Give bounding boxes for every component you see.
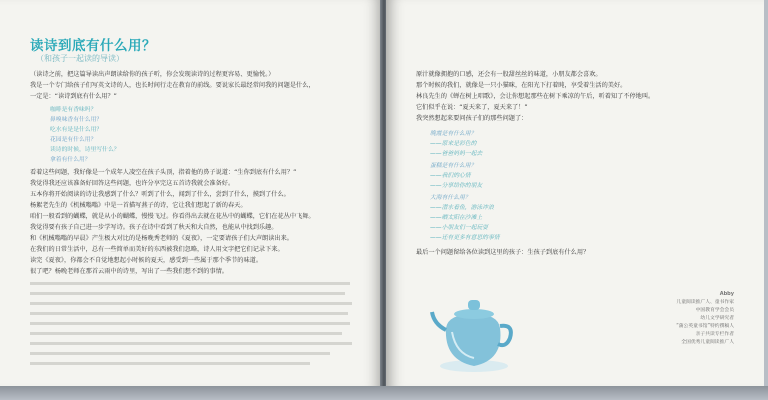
text-line <box>30 352 330 355</box>
poem-line: 鼻嗅味香有什么用？ <box>50 117 103 123</box>
intro-paragraph: （读诗之前，把这篇导读出声朗读给你的孩子听，你会发现读诗的过程更容易、更愉悦。） <box>30 71 275 78</box>
closing-question: 最后一个问题留给各位读到这里的孩子：生孩子到底有什么用？ <box>416 249 590 256</box>
body-paragraph: 我突然想起来要问孩子们的那些问题了： <box>416 115 528 122</box>
credit-line: 亲子共读专栏作者 <box>695 332 734 337</box>
text-line <box>30 312 348 315</box>
credit-line: 全国优秀儿童阅读推广人 <box>681 340 734 345</box>
body-paragraph: 一定是：“读诗到底有什么用？” <box>30 93 117 100</box>
body-paragraph: 杨絮老先生的《机械嗡嗡》中是一首描写燕子的诗，它让我们想起了新的春天。 <box>30 202 247 209</box>
poem-line: 花园是有什么用？ <box>50 137 97 143</box>
text-line <box>30 332 342 335</box>
body-paragraph: 看着这些问题，我好像是一个成年人凌空在孩子头顶，指着他的鼻子说道：“生你到底有什么用？” <box>30 169 297 176</box>
poem-line: ——分享给你的朋友 <box>430 183 483 189</box>
body-paragraph: 五本你将开始阅读的诗让我感到了什么？听到了什么，闻到了什么，尝到了什么，摸到了什么。 <box>30 191 290 198</box>
page-title: 读诗到底有什么用？ <box>30 38 156 54</box>
text-line <box>30 282 350 285</box>
credit-line: 儿童阅读推广人、童书作家 <box>676 300 734 305</box>
credit-line: 中国教育学会会员 <box>695 308 734 313</box>
poem-line: 蛋糕是有什么用？ <box>430 163 477 169</box>
poem-line: 咖啡是有香味吗？ <box>50 107 97 113</box>
teapot-illustration <box>426 288 516 374</box>
body-paragraph: 我是一个专门给孩子们写英文诗的人，也长时间行走在教育的前线。要说家长最经常问我的问题是什么， <box>30 82 315 89</box>
body-paragraph: 它们似乎在说：“夏天来了，夏天来了！” <box>416 104 528 111</box>
credit-line: “蒲公英童书馆”特约撰稿人 <box>676 324 734 329</box>
credit-name: Abby <box>719 291 734 297</box>
body-paragraph: 在我们的日常生活中，总有一些简单而美好的东西被我们忽略，诗人用文字把它们记录下来。 <box>30 246 284 253</box>
poem-line: ——原来是彩色的 <box>430 141 477 147</box>
right-page <box>386 0 764 388</box>
body-paragraph: 林良先生的《蝉在树上唱歌》，会让你想起那些在树下乘凉的午后，听着知了不停地叫。 <box>416 93 655 100</box>
body-paragraph: 原汁就像拥抱的口感，还会有一股甜丝丝的味道，小朋友都会喜欢。 <box>416 71 602 78</box>
poem-line: 拿着有什么用？ <box>50 157 91 163</box>
body-paragraph: 读完《夏夜》，你都会不自觉地想起小时候的夏天，感受到一些属于那个季节的味道。 <box>30 257 263 264</box>
poem-line: ——小朋友们一起玩耍 <box>430 225 488 231</box>
text-line <box>30 362 310 365</box>
poem-line: ——晒太阳在沙滩上 <box>430 215 483 221</box>
body-paragraph: 很了吧？杨晚老师在那首云雨中的诗里，写出了一些我们想不到的事情。 <box>30 268 228 275</box>
poem-line: 大海有什么用？ <box>430 195 471 201</box>
body-paragraph: 那个时候的我们，就像是一只小猫咪，在阳光下打着盹，享受着生活的美好。 <box>416 82 627 89</box>
poem-line: 读诗的时候，诗里写什么？ <box>50 147 120 153</box>
credit-line: 幼儿文学研究者 <box>700 316 734 321</box>
body-paragraph: 咱们一般看到的蝴蝶，就是从小的蝴蝶，慢慢飞过。你看得出去就在花丛中的蝴蝶，它们在花丛中飞舞。 <box>30 213 315 220</box>
left-page <box>0 0 382 388</box>
poem-line: ——潜水看鱼，游泳冲浪 <box>430 205 494 211</box>
poem-line: 晚霞是有什么用？ <box>430 131 477 137</box>
body-paragraph: 我觉得要有孩子自己进一步学写诗。孩子在诗中看到了秋天和大自然，也能从中找到乐趣。 <box>30 224 278 231</box>
poem-line: ——爸爸妈妈一起去 <box>430 151 483 157</box>
page-subtitle: （和孩子一起读的导读） <box>36 54 124 63</box>
book-bottom-edge <box>0 386 768 400</box>
poem-line: 吃水有是是什么用？ <box>50 127 103 133</box>
text-line <box>30 342 352 345</box>
poem-line: ——我们的心情 <box>430 173 471 179</box>
text-line <box>30 302 352 305</box>
text-line <box>30 322 350 325</box>
body-paragraph: 我觉得我还应该准备好回答这些问题，也许分享完这五首诗我就会准备好。 <box>30 180 235 187</box>
body-paragraph: 和《机械嗡嗡的早晨》产生极大对比的是杨晚秀老师的《夏夜》，一定要请孩子们大声朗读出来。 <box>30 235 293 242</box>
poem-line: ——还有更多有意思的事情 <box>430 235 500 241</box>
text-line <box>30 292 345 295</box>
